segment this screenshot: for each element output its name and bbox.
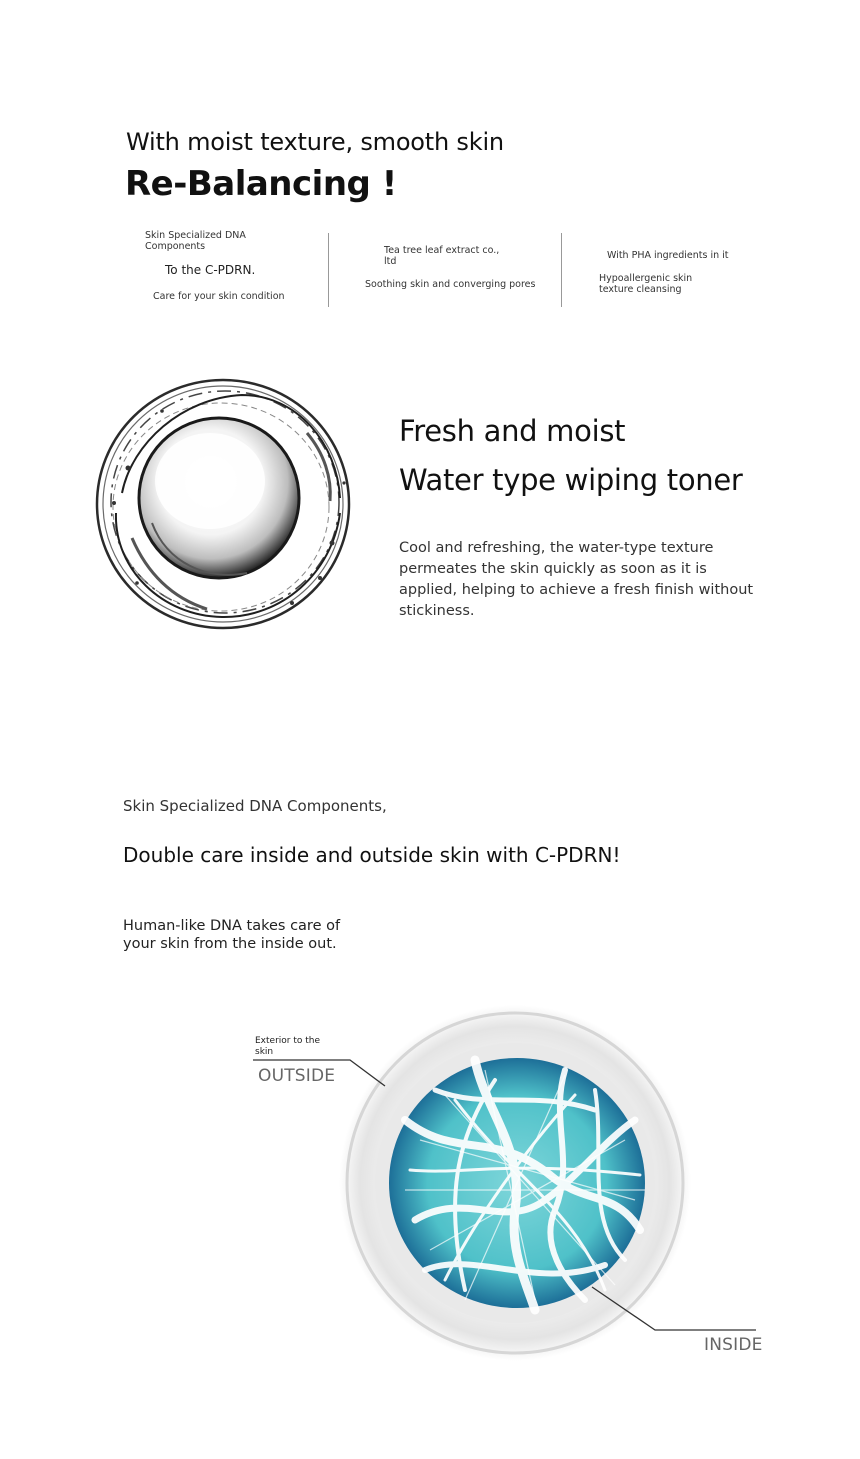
inside-label: INSIDE [704,1335,763,1355]
feature-1-caption: Care for your skin condition [153,291,285,302]
toner-line-2: Water type wiping toner [399,463,743,497]
feature-3-caption: Hypoallergenic skin texture cleansing [599,273,693,295]
feature-divider-1 [328,233,329,307]
feature-1-small: Skin Specialized DNA Components [145,230,246,252]
water-ring-illustration [92,373,357,635]
dna-description: Human-like DNA takes care of your skin from the inside out. [123,918,341,952]
feature-3-small: With PHA ingredients in it [607,250,729,261]
outside-label: OUTSIDE [258,1066,336,1086]
feature-1-main: To the C-PDRN. [165,263,256,277]
feature-2-caption: Soothing skin and converging pores [365,279,536,290]
dna-subtitle: Skin Specialized DNA Components, [123,797,387,815]
dna-headline: Double care inside and outside skin with C-PDRN! [123,843,621,867]
intro-subtitle: With moist texture, smooth skin [126,128,504,156]
feature-divider-2 [561,233,562,307]
feature-2-small: Tea tree leaf extract co., ltd [384,245,500,267]
inside-leader-line [590,1285,760,1335]
outside-small-label: Exterior to the skin [255,1036,321,1057]
intro-headline: Re-Balancing ! [125,164,397,204]
toner-line-1: Fresh and moist [399,414,626,448]
toner-description: Cool and refreshing, the water-type texture permeates the skin quickly as soon as it is applied, helping to achieve a fresh finish without stickiness. [399,540,754,619]
